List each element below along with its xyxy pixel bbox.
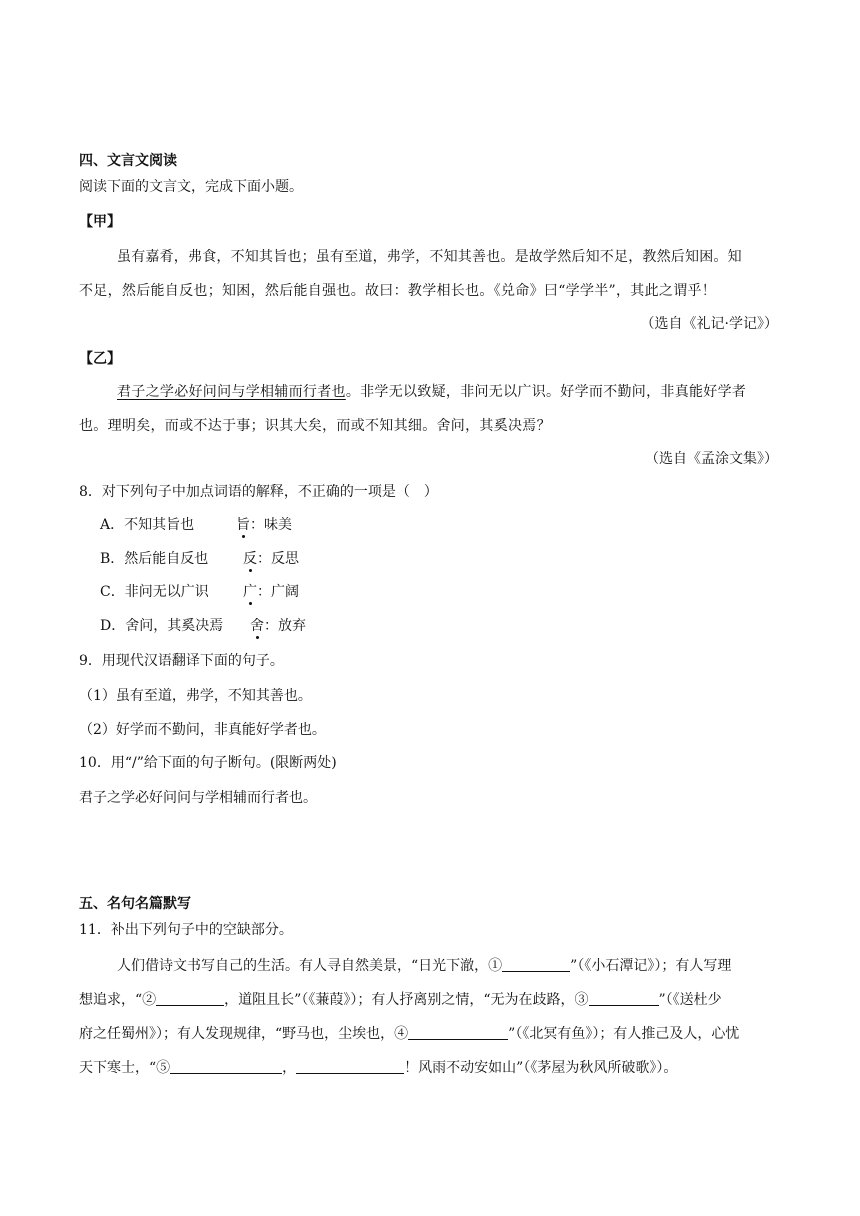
dotted-word: 广 (243, 584, 257, 600)
dotted-word: 旨 (236, 517, 250, 533)
q11-para-line-3 (79, 1024, 739, 1044)
q11-para-line-4 (79, 1058, 677, 1078)
option-sentence: 然后能自反也 (124, 551, 209, 567)
q8-stem: 8．对下列句子中加点词语的解释，不正确的一项是（ ） (79, 484, 438, 500)
option-letter: C． (100, 584, 125, 600)
blank-5a[interactable] (170, 1059, 282, 1074)
yi-line-1 (117, 382, 746, 402)
dotted-word: 反 (243, 551, 257, 567)
q9-item-2: （2）好学而不勤问，非真能好学者也。 (79, 722, 326, 738)
q9-stem: 9．用现代汉语翻译下面的句子。 (79, 653, 284, 669)
q11-para-line-2 (79, 990, 722, 1010)
section5-heading: 五、名句名篇默写 (79, 896, 191, 912)
text-segment: ”（《北冥有鱼》）；有人推己及人，心忧 (508, 1026, 740, 1042)
text-segment: 天下寒士，“⑤ (79, 1060, 171, 1076)
jia-source: （选自《礼记·学记》） (640, 316, 778, 332)
yi-source: （选自《孟涂文集》） (645, 451, 778, 467)
option-sentence: 舍问，其奚决焉 (125, 618, 224, 634)
option-meaning: ：放弃 (264, 618, 306, 634)
q10-sentence: 君子之学必好问问与学相辅而行者也。 (79, 790, 317, 806)
yi-line-2: 也。理明矣，而或不达于事；识其大矣，而或不知其细。舍问，其奚决焉？ (79, 418, 551, 434)
text-segment: ，道阻且长”（《蒹葭》）；有人抒离别之情，“无为在歧路，③ (224, 992, 589, 1008)
blank-2[interactable] (156, 991, 224, 1006)
text-segment: ！风雨不动安如山”（《茅屋为秋风所破歌》）。 (404, 1060, 678, 1076)
option-letter: D． (100, 618, 126, 634)
section4-heading: 四、文言文阅读 (79, 153, 177, 169)
option-sentence: 不知其旨也 (124, 517, 195, 533)
text-segment: ”（《小石潭记》）；有人写理 (570, 958, 732, 974)
blank-3[interactable] (589, 991, 659, 1006)
option-letter: B． (100, 551, 125, 567)
blank-1[interactable] (502, 957, 570, 972)
blank-4[interactable] (408, 1025, 508, 1040)
option-meaning: ：反思 (257, 551, 299, 567)
yi-label: 【乙】 (79, 351, 121, 367)
text-segment: ”（《送杜少 (658, 992, 722, 1008)
q11-stem: 11．补出下列句子中的空缺部分。 (79, 922, 293, 938)
option-meaning: ：味美 (250, 517, 292, 533)
q10-stem: 10．用“/”给下面的句子断句。(限断两处) (79, 755, 337, 771)
option-sentence: 非问无以广识 (124, 584, 209, 600)
yi-line-1-rest: 。非学无以致疑，非问无以广识。好学而不勤问，非真能好学者 (345, 384, 747, 400)
yi-underlined-sentence: 君子之学必好问问与学相辅而行者也 (117, 384, 346, 400)
text-segment: ， (282, 1060, 297, 1076)
text-segment: 想追求，“② (79, 992, 157, 1008)
section4-instruction: 阅读下面的文言文，完成下面小题。 (79, 179, 303, 195)
q9-item-1: （1）虽有至道，弗学，不知其善也。 (79, 688, 312, 704)
dotted-word: 舍 (250, 618, 264, 634)
option-meaning: ：广阔 (257, 584, 299, 600)
blank-5b[interactable] (296, 1059, 404, 1074)
q11-para-line-1 (117, 956, 731, 976)
jia-line-1: 虽有嘉肴，弗食，不知其旨也；虽有至道，弗学，不知其善也。是故学然后知不足，教然后知困。知 (117, 249, 742, 265)
text-segment: 人们借诗文书写自己的生活。有人寻自然美景，“日光下澈，① (117, 958, 503, 974)
jia-label: 【甲】 (79, 214, 121, 230)
option-letter: A． (100, 517, 125, 533)
text-segment: 府之任蜀州》）；有人发现规律，“野马也，尘埃也，④ (79, 1026, 409, 1042)
jia-line-2: 不足，然后能自反也；知困，然后能自强也。故曰：教学相长也。《兑命》曰“学学半”，其此之谓乎！ (79, 283, 717, 299)
